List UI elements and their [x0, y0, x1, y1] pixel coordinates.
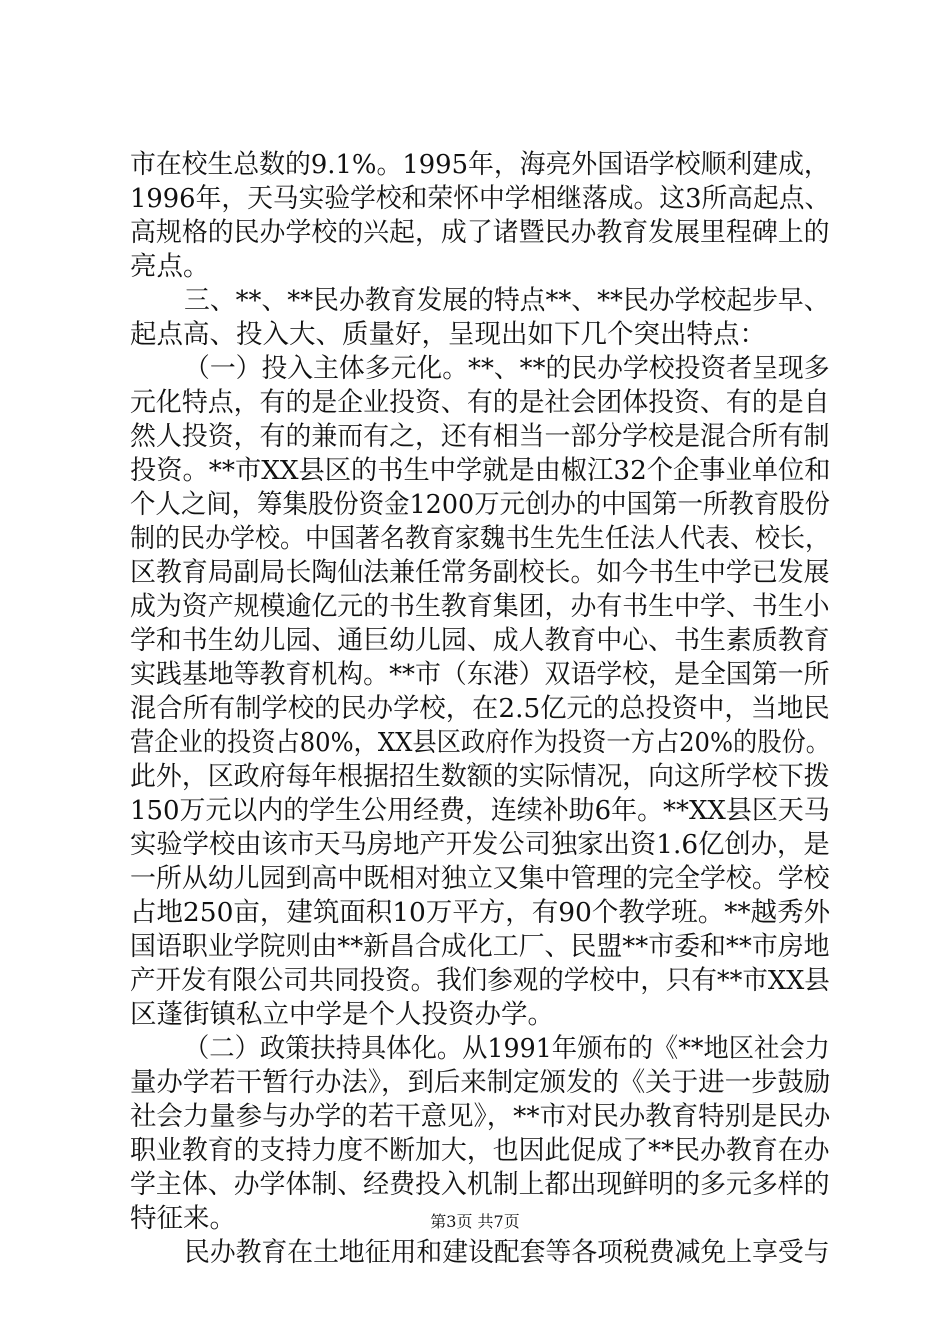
text-line: （二）政策扶持具体化。从1991年颁布的《**地区社会力	[184, 1033, 830, 1064]
text-line: 起点高、投入大、质量好，呈现出如下几个突出特点：	[130, 319, 766, 350]
page-footer: 第3页 共7页	[430, 1212, 520, 1231]
text-line: 实践基地等教育机构。**市（东港）双语学校，是全国第一所	[130, 659, 830, 690]
text-line: 民办教育在土地征用和建设配套等各项税费减免上享受与	[184, 1237, 830, 1268]
text-line: 产开发有限公司共同投资。我们参观的学校中，只有**市XX县	[130, 965, 830, 996]
text-line: 一所从幼儿园到高中既相对独立又集中管理的完全学校。学校	[130, 863, 830, 894]
text-line: 营企业的投资占80%，XX县区政府作为投资一方占20%的股份。	[130, 727, 831, 758]
text-line: 职业教育的支持力度不断加大，也因此促成了**民办教育在办	[130, 1135, 830, 1166]
text-line: 个人之间，筹集股份资金1200万元创办的中国第一所教育股份	[130, 489, 830, 520]
text-line: 占地250亩，建筑面积10万平方，有90个教学班。**越秀外	[130, 897, 831, 928]
text-line: 学和书生幼儿园、通巨幼儿园、成人教育中心、书生素质教育	[130, 625, 830, 656]
text-line: 量办学若干暂行办法》，到后来制定颁发的《关于进一步鼓励	[130, 1067, 831, 1098]
text-line: 制的民办学校。中国著名教育家魏书生先生任法人代表、校长，	[130, 523, 831, 554]
text-line: 国语职业学院则由**新昌合成化工厂、民盟**市委和**市房地	[130, 931, 830, 962]
text-line: 区教育局副局长陶仙法兼任常务副校长。如今书生中学已发展	[130, 557, 830, 588]
text-line: 然人投资，有的兼而有之，还有相当一部分学校是混合所有制	[130, 421, 830, 452]
text-line: 实验学校由该市天马房地产开发公司独家出资1.6亿创办，是	[130, 829, 830, 860]
text-line: 150万元以内的学生公用经费，连续补助6年。**XX县区天马	[130, 795, 830, 826]
text-line: 元化特点，有的是企业投资、有的是社会团体投资、有的是自	[130, 387, 830, 418]
text-line: 亮点。	[130, 251, 210, 282]
text-line: 成为资产规模逾亿元的书生教育集团，办有书生中学、书生小	[130, 591, 830, 622]
text-line: 混合所有制学校的民办学校，在2.5亿元的总投资中，当地民	[130, 693, 830, 724]
text-line: 三、**、**民办教育发展的特点**、**民办学校起步早、	[184, 285, 830, 316]
text-line: （一）投入主体多元化。**、**的民办学校投资者呈现多	[184, 353, 830, 384]
text-line: 社会力量参与办学的若干意见》，**市对民办教育特别是民办	[130, 1101, 831, 1132]
text-line: 学主体、办学体制、经费投入机制上都出现鲜明的多元多样的	[130, 1169, 830, 1200]
text-line: 此外，区政府每年根据招生数额的实际情况，向这所学校下拨	[130, 761, 830, 792]
text-line: 区蓬街镇私立中学是个人投资办学。	[130, 999, 554, 1030]
text-line: 市在校生总数的9.1%。1995年，海亮外国语学校顺利建成，	[130, 149, 830, 180]
text-line: 投资。**市XX县区的书生中学就是由椒江32个企事业单位和	[130, 455, 831, 486]
text-line: 特征来。	[130, 1203, 236, 1234]
text-line: 1996年，天马实验学校和荣怀中学相继落成。这3所高起点、	[130, 183, 831, 214]
text-line: 高规格的民办学校的兴起，成了诸暨民办教育发展里程碑上的	[130, 217, 830, 248]
